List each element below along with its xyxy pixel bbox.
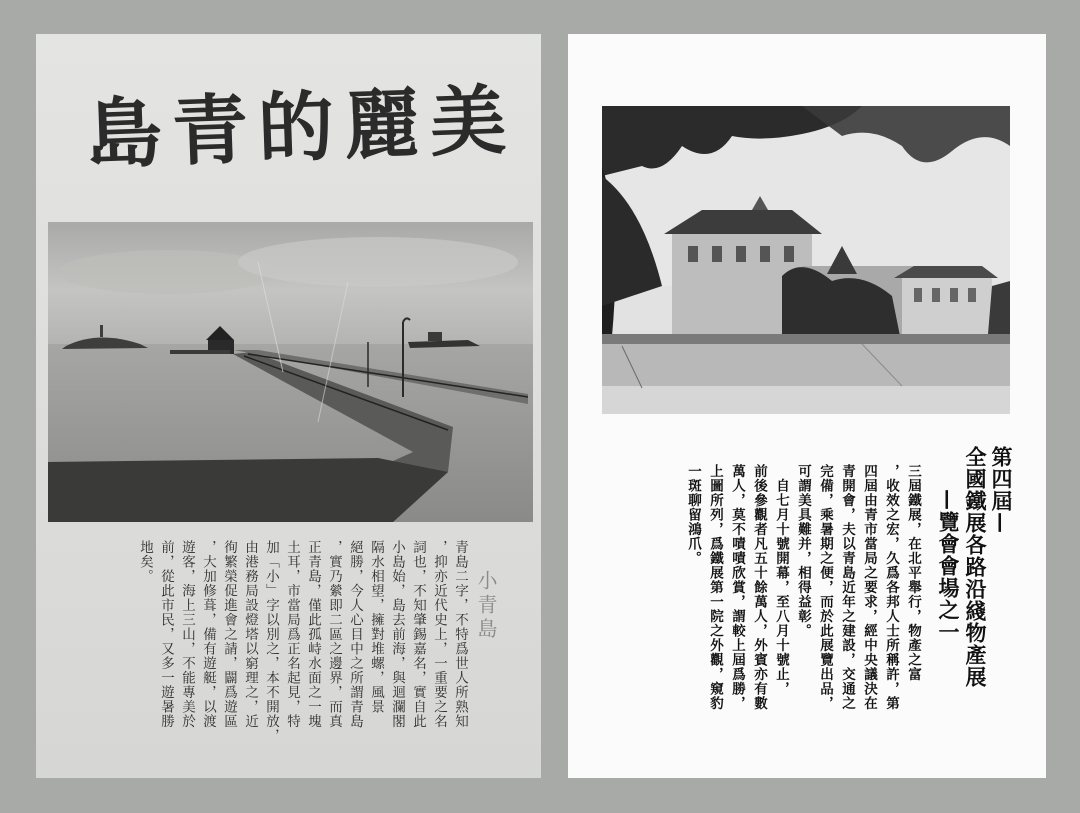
- article-heading: 小青島: [474, 570, 498, 642]
- page-title: [84, 75, 508, 180]
- exhibition-title-line: 第四屆—: [989, 446, 1014, 534]
- text-column: 小島始，島去前海，與迴瀾閣: [389, 540, 405, 729]
- text-column: 青開會，夫以青島近年之建設，交通之: [839, 464, 855, 711]
- exhibition-body: [608, 464, 920, 764]
- text-column: ，收效之宏，久爲各邦人士所稱許，第: [883, 464, 899, 711]
- text-column: 一斑聊留鴻爪。: [685, 464, 701, 566]
- title-char: 麗: [342, 78, 422, 171]
- text-column: ，抑亦近代史上，一重要之名: [431, 540, 447, 729]
- text-column: 土耳，市當局爲正名起見，特: [284, 540, 300, 729]
- text-column: 絕勝，今人心目中之所謂青島: [347, 540, 363, 729]
- text-column: ，大加修葺，備有遊艇，以渡: [200, 540, 216, 729]
- title-char: 島: [84, 87, 164, 180]
- text-column: 正青島，僅此孤峙水面之一塊: [305, 540, 321, 729]
- text-column: 遊客，海上三山，不能專美於: [179, 540, 195, 729]
- left-magazine-page: [36, 34, 541, 778]
- text-column: 加「小」字以別之，本不開放，: [263, 540, 279, 743]
- text-column: 四屆由青市當局之要求，經中央議決在: [861, 464, 877, 711]
- title-char: 的: [256, 81, 336, 174]
- text-column: ，實乃縈即二區之邊界，而真: [326, 540, 342, 729]
- text-column: 上圖所列，爲鐵展第一院之外觀，窺豹: [707, 464, 723, 711]
- exhibition-title-line: —覽會會場之一: [936, 489, 961, 643]
- text-column: 完備，乘暑期之便，而於此展覽出品，: [817, 464, 833, 711]
- text-column: 三屆鐵展，在北平舉行，物產之富: [905, 464, 921, 682]
- title-char: 青: [170, 84, 250, 177]
- building-photo: [602, 106, 1010, 414]
- text-column: 徇繁榮促進會之請，闢爲遊區: [221, 540, 237, 729]
- exhibition-title-line: 全國鐵展各路沿綫物產展: [963, 446, 988, 688]
- text-column: 自七月十號開幕，至八月十號止，: [773, 464, 789, 696]
- text-column: 萬人，莫不嘖嘖欣賞，謂較上屆爲勝，: [729, 464, 745, 711]
- text-column: 隔水相望，擁對堆螺，風景: [368, 540, 384, 714]
- text-column: 詞也，不知肇錫嘉名，實自此: [410, 540, 426, 729]
- text-column: 地矣。: [137, 540, 153, 584]
- text-column: 青島二字，不特爲世人所熟知: [452, 540, 468, 729]
- text-column: 由港務局設燈塔以窮理之，近: [242, 540, 258, 729]
- right-magazine-page: [568, 34, 1046, 778]
- text-column: 可謂美具難并，相得益彰。: [795, 464, 811, 638]
- text-column: 前，從此市民，又多一遊暑勝: [158, 540, 174, 729]
- text-column: 前後參觀者凡五十餘萬人，外賓亦有數: [751, 464, 767, 711]
- title-char: 美: [428, 75, 508, 168]
- article-body: [84, 540, 468, 755]
- pier-photo: [48, 222, 533, 522]
